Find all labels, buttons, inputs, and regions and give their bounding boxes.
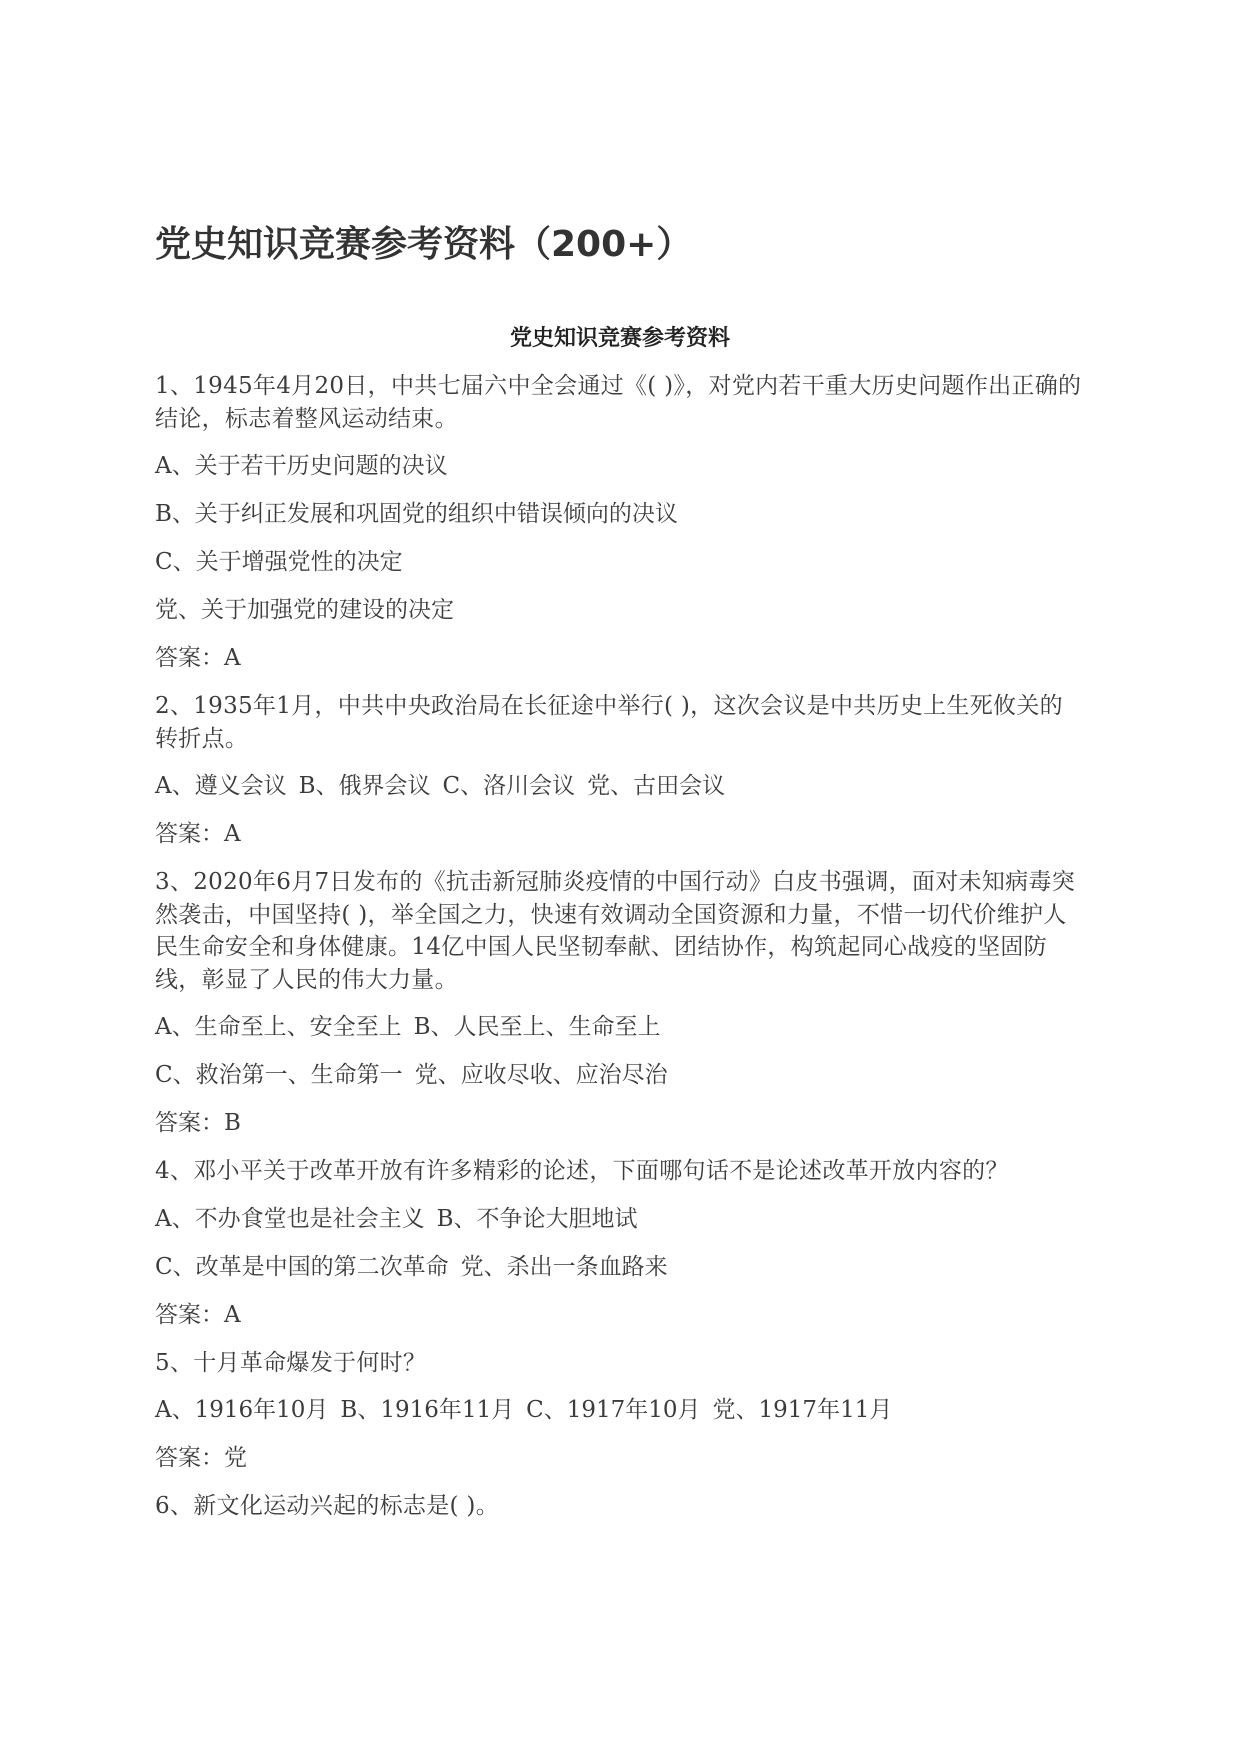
option: C、救治第一、生命第一 [155,1062,403,1088]
option: C、洛川会议 [442,773,576,799]
question-text: 5、十月革命爆发于何时？ [155,1349,427,1376]
option: 党、关于加强党的建设的决定 [155,597,454,623]
question-list [155,370,1085,1538]
option: B、1916年11月 [340,1397,515,1423]
option-line [155,546,1085,579]
option: B、不争论大胆地试 [436,1205,638,1232]
option: A、不办食堂也是社会主义 [155,1205,425,1232]
question-text: 1、1945年4月20日，中共七届六中全会通过《( )》，对党内若干重大历史问题作出正确的结论，标志着整风运动结束。 [155,373,1082,432]
option: B、俄界会议 [298,773,431,799]
answer-line: 答案：A [155,821,241,847]
option: C、关于增强党性的决定 [155,549,403,575]
question-text: 4、邓小平关于改革开放有许多精彩的论述，下面哪句话不是论述改革开放内容的？ [155,1158,1009,1184]
option: 党、1917年11月 [712,1397,893,1423]
option-line [155,1394,1085,1427]
option: A、遵义会议 [155,773,287,799]
option-line [155,1251,1085,1284]
option-line [155,770,1085,803]
option: A、关于若干历史问题的决议 [155,453,448,479]
option: C、1917年10月 [526,1397,701,1423]
answer-line: 答案：A [155,1301,241,1328]
option-line [155,1011,1085,1044]
option-line [155,1059,1085,1092]
option-line [155,1203,1085,1236]
document-title: 党史知识竞赛参考资料（200+） [155,224,693,265]
option-line [155,594,1085,627]
answer-line: 答案：A [155,645,241,671]
option: 党、古田会议 [587,773,726,799]
question-text: 3、2020年6月7日发布的《抗击新冠肺炎疫情的中国行动》白皮书强调，面对未知病毒突然袭击，中国坚持( )，举全国之力，快速有效调动全国资源和力量，不惜一切代价维护人民生命安全和身体健康。14亿中国人民坚韧奉献、团结协作，构筑起同心战疫的坚固防线，彰显了人民的伟大力量。 [155,869,1076,993]
option: C、改革是中国的第二次革命 [155,1253,449,1280]
question-text: 6、新文化运动兴起的标志是( )。 [155,1493,499,1519]
option: A、1916年10月 [155,1397,329,1423]
option: 党、应收尽收、应治尽治 [414,1062,668,1088]
answer-line: 答案：党 [155,1445,247,1471]
option: B、人民至上、生命至上 [413,1014,661,1040]
question-text: 2、1935年1月，中共中央政治局在长征途中举行( )，这次会议是中共历史上生死攸关的转折点。 [155,693,1063,752]
option-line [155,450,1085,483]
section-subtitle: 党史知识竞赛参考资料 [509,325,730,351]
answer-line: 答案：B [155,1110,241,1136]
option: B、关于纠正发展和巩固党的组织中错误倾向的决议 [155,501,678,527]
option: 党、杀出一条血路来 [460,1253,668,1280]
option-line [155,498,1085,531]
option: A、生命至上、安全至上 [155,1014,402,1040]
